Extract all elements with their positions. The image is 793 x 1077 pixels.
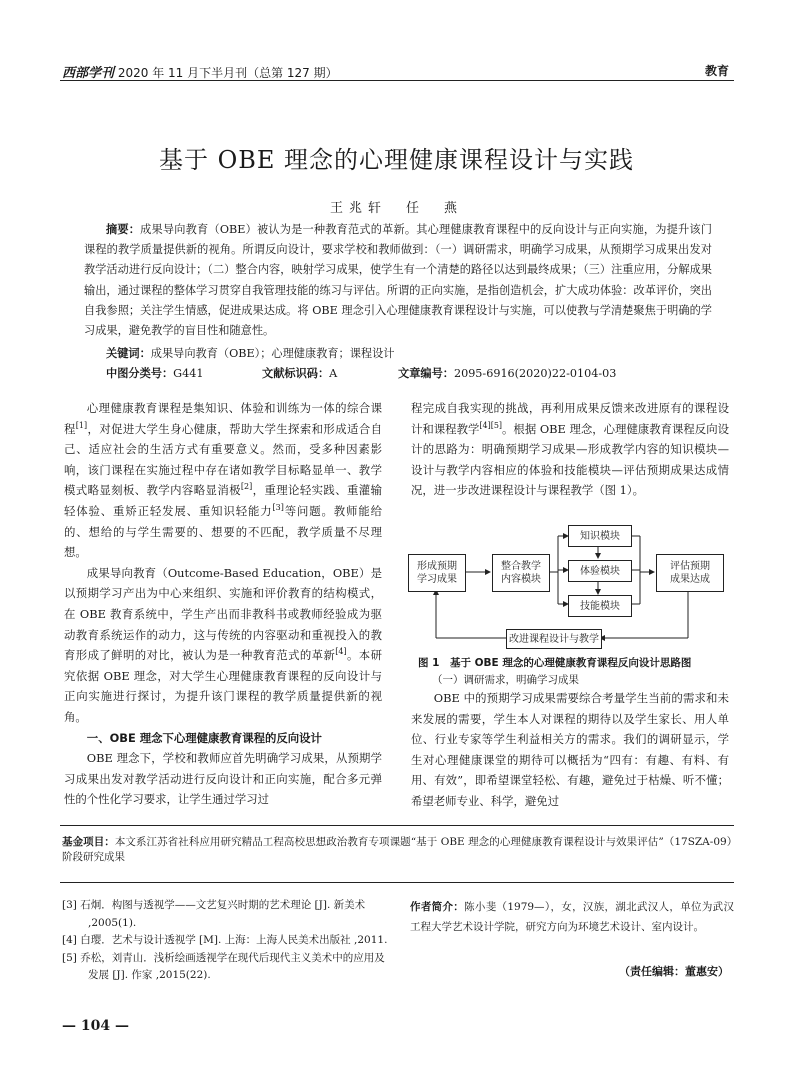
article-number bbox=[398, 365, 616, 381]
issue-info: 2020 年 11 月下半月刊（总第 127 期） bbox=[117, 66, 338, 80]
reference-list bbox=[62, 897, 392, 985]
box-knowledge-module: 知识模块 bbox=[568, 525, 632, 547]
left-column bbox=[64, 398, 382, 810]
bio-label: 作者简介： bbox=[410, 901, 465, 913]
authors: 王兆轩 任 燕 bbox=[329, 201, 463, 216]
citation: [1] bbox=[75, 420, 88, 430]
bio-text: 陈小斐（1979—），女，汉族，湖北武汉人，单位为武汉工程大学艺术设计学院，研究方向为环境艺术设计、室内设计。 bbox=[410, 901, 734, 933]
journal-header bbox=[62, 62, 338, 81]
section-rule bbox=[60, 882, 734, 883]
citation: [2] bbox=[240, 482, 253, 492]
page-number: — 104 — bbox=[62, 1018, 129, 1034]
journal-logo: 西部学刊 bbox=[62, 66, 115, 81]
keywords bbox=[106, 345, 394, 361]
paragraph: OBE 理念下，学校和教师应首先明确学习成果，从预期学习成果出发对教学活动进行反向设计和正向实施，配合多元弹性的个性化学习要求，让学生通过学习过 bbox=[64, 751, 382, 807]
paragraph: 程完成自我实现的挑战，再利用成果反馈来改进原有的课程设计和课程教学[4][5]。根据 OBE 理念，心理健康教育课程反向设计的思路为：明确预期学习成果—形成教学内容的知识模块—设计与教学内容相应的体验和技能模块—评估预期成果达成情况，进一步改进课程设计与课程教学（图 1）。 bbox=[411, 401, 729, 498]
reference-item: [5] 乔松，刘青山．浅析绘画透视学在现代后现代主义美术中的应用及发展 [J]. 作家 ,2015(22). bbox=[62, 951, 385, 981]
box-improve-design: 改进课程设计与教学 bbox=[506, 629, 602, 649]
clc-value: G441 bbox=[173, 367, 204, 380]
header-rule bbox=[60, 80, 734, 81]
citation: [4] bbox=[335, 647, 347, 657]
subsection-heading: （一）调研需求，明确学习成果 bbox=[432, 674, 579, 686]
keywords-text: 成果导向教育（OBE）；心理健康教育；课程设计 bbox=[150, 347, 395, 360]
doc-code bbox=[262, 365, 337, 381]
abstract-text: 成果导向教育（OBE）被认为是一种教育范式的革新。其心理健康教育课程中的反向设计与正向实施，为提升该门课程的教学质量提供新的视角。所谓反向设计，要求学校和教师做到：（一）调研需求，明确学习成果，从预期学习成果出发对教学活动进行反向设计；（二）整合内容，映射学习成果，使学生有一个清楚的路径以达到最终成果；（三）注重应用，分解成果输出，通过课程的整体学习贯穿自我管理技能的练习与评估。所谓的正向实施，是指创造机会，扩大成功体验：改革评价，突出自我参照；关注学生情感，促进成果达成。将 OBE 理念引入心理健康教育课程设计与实施，可以使教与学清楚聚焦于明确的学习成果，避免教学的盲目性和随意性。 bbox=[84, 223, 712, 338]
box-form-outcomes: 形成预期 学习成果 bbox=[408, 554, 466, 592]
right-column bbox=[411, 398, 729, 501]
fund-note bbox=[62, 835, 732, 865]
figure-1 bbox=[408, 520, 734, 650]
citation: [3] bbox=[272, 503, 284, 513]
paragraph: OBE 中的预期学习成果需要综合考量学生当前的需求和未来发展的需要，学生本人对课程的期待以及学生家长、用人单位、行业专家等学生利益相关方的需求。我们的调研显示，学生对心理健康课堂的期待可以概括为“四有：有趣、有料、有用、有效”，即希望课堂轻松、有趣，避免过于枯燥、听不懂；希望老师专业、科学，避免过 bbox=[411, 691, 729, 808]
keywords-label: 关键词： bbox=[106, 347, 151, 360]
box-experience-module: 体验模块 bbox=[568, 560, 632, 582]
section-heading: 一、OBE 理念下心理健康教育课程的反向设计 bbox=[86, 730, 322, 745]
section-name: 教育 bbox=[704, 64, 729, 78]
footnote-rule bbox=[60, 825, 734, 826]
paragraph: 心理健康教育课程是集知识、体验和训练为一体的综合课程[1]，对促进大学生身心健康，帮助大学生探索和形成适合自己、适应社会的生活方式有重要意义。然而，受多种因素影响，该门课程在实施过程中存在诸如教学目标略显单一、教学模式略显刻板、教学内容略显消极[2]，重理论轻实践、重灌输轻体验、重矫正轻发展、重知识轻能力[3]等问题。教师能给的、想给的与学生需要的、想要的不匹配，教学质量不尽理想。 bbox=[64, 401, 382, 560]
box-skill-module: 技能模块 bbox=[568, 595, 632, 617]
article-title: 基于 OBE 理念的心理健康课程设计与实践 bbox=[158, 146, 635, 174]
figure-caption: 图 1 基于 OBE 理念的心理健康教育课程反向设计思路图 bbox=[418, 657, 692, 669]
right-column-continued bbox=[411, 672, 729, 812]
author-bio bbox=[410, 897, 734, 937]
reference-item: [3] 石炯．构图与透视学——文艺复兴时期的艺术理论 [J]. 新美术 ,2005(1). bbox=[62, 899, 366, 929]
fund-text: 本文系江苏省社科应用研究精品工程高校思想政治教育专项课题“基于 OBE 理念的心理健康教育课程设计与效果评估”（17SZA-09）阶段研究成果 bbox=[62, 836, 732, 863]
doc-label: 文献标识码： bbox=[262, 367, 330, 380]
clc-label: 中图分类号： bbox=[106, 367, 174, 380]
box-evaluate-outcomes: 评估预期 成果达成 bbox=[656, 554, 724, 592]
abstract bbox=[84, 220, 712, 341]
art-label: 文章编号： bbox=[398, 367, 454, 380]
citation: [4][5] bbox=[479, 420, 503, 430]
art-value: 2095-6916(2020)22-0104-03 bbox=[453, 367, 617, 380]
doc-value: A bbox=[329, 367, 338, 380]
reference-item: [4] 白璎．艺术与设计透视学 [M]. 上海：上海人民美术出版社 ,2011. bbox=[62, 934, 388, 946]
fund-label: 基金项目： bbox=[62, 836, 115, 848]
box-integrate-content: 整合教学 内容模块 bbox=[492, 554, 550, 592]
clc-number bbox=[106, 365, 203, 381]
paragraph: 成果导向教育（Outcome-Based Education，OBE）是以预期学习产出为中心来组织、实施和评价教育的结构模式，在 OBE 教育系统中，学生产出而非教科书或教师经验成为驱动教育系统运作的动力，这与传统的内容驱动和重视投入的教育形成了鲜明的对比，被认为是一种教育范式的革新[4]。本研究依据 OBE 理念，对大学生心理健康教育课程的反向设计与正向实施进行探讨，为提升该门课程的教学质量提供新的视角。 bbox=[64, 565, 382, 724]
abstract-label: 摘要： bbox=[106, 223, 141, 236]
editor-note: （责任编辑：董惠安） bbox=[619, 965, 729, 978]
